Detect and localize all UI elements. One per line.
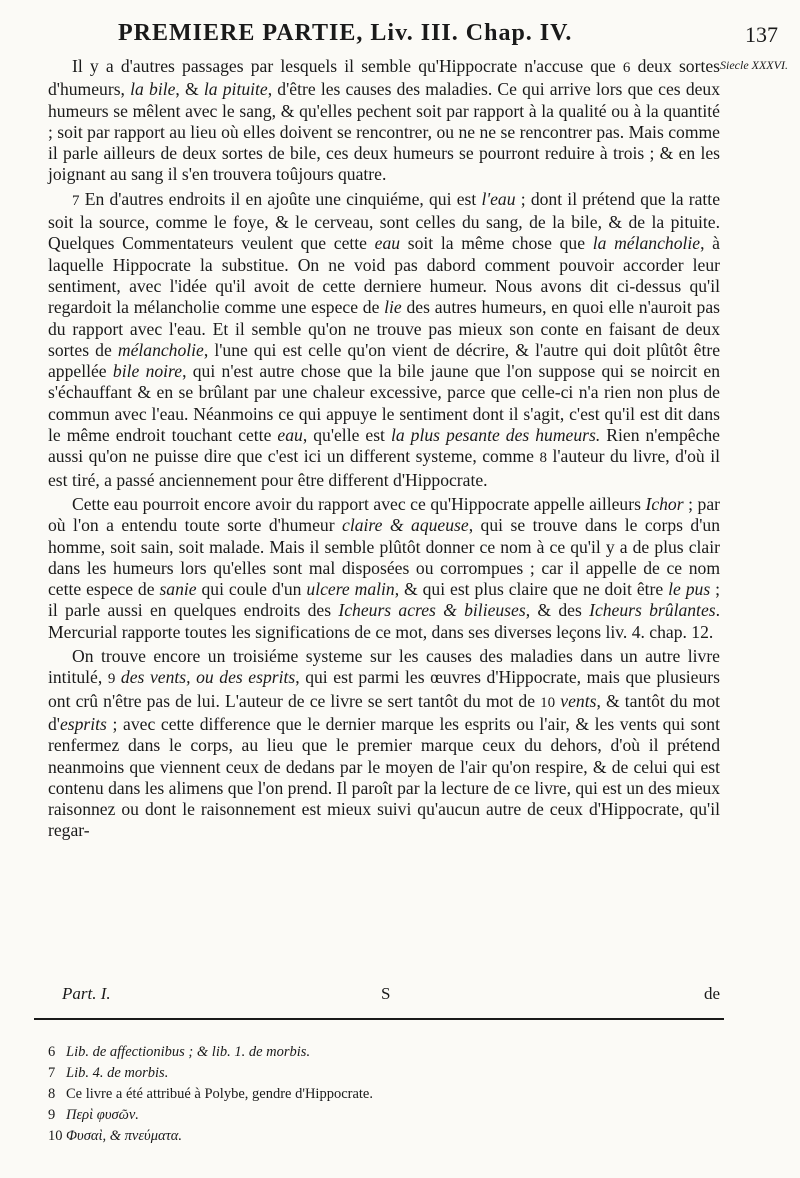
text-run: , l'une qui est celle qu'on vient de décrire, & l'autre qui doit plûtôt être appellée xyxy=(48,339,720,382)
italic-run: lie xyxy=(384,297,402,318)
italic-run: la pituite xyxy=(203,79,268,100)
italic-run: eau xyxy=(277,425,303,446)
footnote-reference: 8 xyxy=(539,450,547,467)
footnote xyxy=(48,1126,708,1147)
italic-run: la mélancholie xyxy=(592,233,701,254)
footnote-number: 6 xyxy=(48,1044,56,1060)
paragraph xyxy=(48,494,720,643)
footnote-number: 8 xyxy=(48,1086,56,1102)
footnote-reference: 6 xyxy=(622,60,631,76)
text-run: , qu'elle est xyxy=(302,425,391,446)
text-run: En d'autres endroits il en ajoûte une cinquiéme, qui est xyxy=(79,188,482,209)
italic-run: esprits xyxy=(59,713,107,734)
footnote-text: Φυσαὶ, & πνεύματα. xyxy=(66,1128,183,1144)
page-header xyxy=(118,20,784,52)
footnote-rule xyxy=(34,1018,724,1020)
text-run: ; il parle aussi en quelques endroits des xyxy=(48,579,720,621)
text-run: ; avec cette difference que le dernier marque les esprits ou l'air, & les vents qui sont renfermez dans le corps, au lieu que le premier marque ceux du dehors, d'où il prétend neanmoins que viennent ceux de dedans par le moyen de l'air qu'on respire, & de celui qui est contenu dans les alimens que l'on prend. Il paroît par la lecture de ce livre, qui est un des mieux raisonnez ou dont le raisonnement est mieux suivi qu'aucun autre de ceux d'Hippocrate, qu'il regar- xyxy=(48,713,721,841)
italic-run: bile noire xyxy=(112,361,183,382)
text-run: des autres humeurs, en quoi elle n'auroit pas du rapport avec l'eau. Et il semble qu'on ne trouve pas mieux son conte en faisant de deux sortes de xyxy=(48,297,720,360)
text-run: l'auteur du livre, d'où il est tiré, a passé anciennement pour être different d'Hippocrate. xyxy=(48,446,720,490)
text-run: , qui n'est autre chose que la bile jaune que l'on suppose qui se noircit en s'échauffant & en se brûlant par une chaleur excessive, parce que celle-ci n'a rien non plus de commun avec l'eau. Néanmoins ce qui appuye le sentiment dont il s'agit, c'est qu'il est dit dans le même endroit touchant cette xyxy=(48,361,720,446)
footnote-text: Lib. 4. de morbis. xyxy=(66,1065,169,1081)
italic-run: des vents, ou des esprits xyxy=(120,667,296,688)
italic-run: l'eau xyxy=(481,188,516,209)
footnote-number: 10 xyxy=(48,1128,63,1144)
running-title: PREMIERE PARTIE, Liv. III. Chap. IV. xyxy=(118,20,573,46)
footnote-reference: 10 xyxy=(540,694,556,711)
signature-mark: S xyxy=(381,984,391,1003)
page-footer xyxy=(48,984,720,1006)
margin-note: Siecle XXXVI. xyxy=(720,58,788,72)
footnote xyxy=(48,1063,708,1084)
text-run: deux sortes d'humeurs, xyxy=(48,56,720,100)
text-run: , & qui est plus claire que ne doit être xyxy=(394,579,669,600)
italic-run: sanie xyxy=(159,579,197,600)
footnote-number: 9 xyxy=(48,1107,56,1123)
paragraph xyxy=(48,189,720,491)
italic-run: vents xyxy=(560,690,597,711)
text-run: , & tantôt du mot d' xyxy=(48,690,721,734)
text-run: ; par où l'on a entendu toute sorte d'humeur xyxy=(48,493,721,536)
italic-run: Ichor xyxy=(645,493,684,514)
text-run: qui coule d'un xyxy=(196,579,307,600)
italic-run: Icheurs brûlantes xyxy=(589,600,716,621)
text-run: , & xyxy=(175,79,204,100)
italic-run: claire & aqueuse xyxy=(342,515,469,536)
part-label: Part. I. xyxy=(62,984,111,1003)
page-number: 137 xyxy=(745,22,778,47)
text-run: , qui se trouve dans le corps d'un homme, soit sain, soit malade. Mais il semble plûtôt donner ce nom à ce qu'il y a de plus clair dans les humeurs lors qu'elles sont mal disposées ou corrompues ; car il appelle de ce nom cette espece de xyxy=(48,515,720,600)
italic-run: mélancholie xyxy=(117,339,204,360)
italic-run: la plus pesante des humeurs. xyxy=(390,425,601,446)
text-run: soit la même chose que xyxy=(400,233,593,254)
italic-run: le pus xyxy=(668,579,711,600)
text-run: Rien n'empêche aussi qu'on ne puisse dire que c'est ici un different systeme, comme xyxy=(48,425,720,467)
footnote-reference: 9 xyxy=(107,671,116,688)
footnote xyxy=(48,1084,708,1105)
footnote-reference: 7 xyxy=(72,192,80,209)
text-run: , & des xyxy=(525,600,590,621)
text-run: , à laquelle Hippocrate la substitue. On ne void pas dabord comment pouvoir accorder leur sentiment, avec l'idée qu'il avoit de cette derniere humeur. Nous avons dit ci-dessus qu'il regardoit la mélancholie comme une espece de xyxy=(48,233,720,318)
italic-run: la bile xyxy=(130,79,176,100)
paragraph xyxy=(48,56,720,186)
italic-run: ulcere malin xyxy=(306,579,395,600)
text-run: , qui est parmi les œuvres d'Hippocrate, mais que plusieurs ont crû n'être pas de lui. L'auteur de ce livre se sert tantôt du mot de xyxy=(48,667,720,711)
footnote-text: Ce livre a été attribué à Polybe, gendre d'Hippocrate. xyxy=(66,1086,373,1102)
footnote xyxy=(48,1042,708,1063)
italic-run: Icheurs acres & bilieuses xyxy=(338,600,526,621)
italic-run: eau xyxy=(374,233,401,254)
footnote-number: 7 xyxy=(48,1065,56,1081)
paragraph xyxy=(48,646,720,842)
footnote xyxy=(48,1105,708,1126)
text-run: On trouve encore un troisiéme systeme sur les causes des maladies dans un autre livre intitulé, xyxy=(48,646,720,688)
text-run: ; dont il prétend que la ratte soit la source, comme le foye, & le cerveau, sont celles du sang, de la bile, & de la pituite. Quelques Commentateurs veulent que cette xyxy=(48,188,721,254)
text-run: , d'être les causes des maladies. Ce qui arrive lors que ces deux humeurs se mêlent avec le sang, & qu'elles pechent soit par rapport à la qualité ou à la quantité ; soit par rapport au lieu où elles doivent se rencontrer, ou ne ne se rencontrer pas. Mais comme il parle ailleurs de deux sortes de bile, ces deux humeurs se pourront reduire à trois ; & en les joignant au sang il s'en trouvera toûjours quatre. xyxy=(48,79,721,185)
text-run: Il y a d'autres passages par lesquels il semble qu'Hippocrate n'accuse que xyxy=(72,56,623,76)
catchword: de xyxy=(704,984,721,1003)
footnote-text: Lib. de affectionibus ; & lib. 1. de morbis. xyxy=(66,1044,311,1060)
text-run: . Mercurial rapporte toutes les significations de ce mot, dans ses diverses leçons liv. 4. chap. 12. xyxy=(48,600,721,642)
footnotes xyxy=(48,1042,708,1147)
text-run: Cette eau pourroit encore avoir du rapport avec ce qu'Hippocrate appelle ailleurs xyxy=(72,493,646,514)
footnote-text: Περὶ φυσῶν. xyxy=(66,1107,139,1123)
body-text xyxy=(48,56,720,842)
